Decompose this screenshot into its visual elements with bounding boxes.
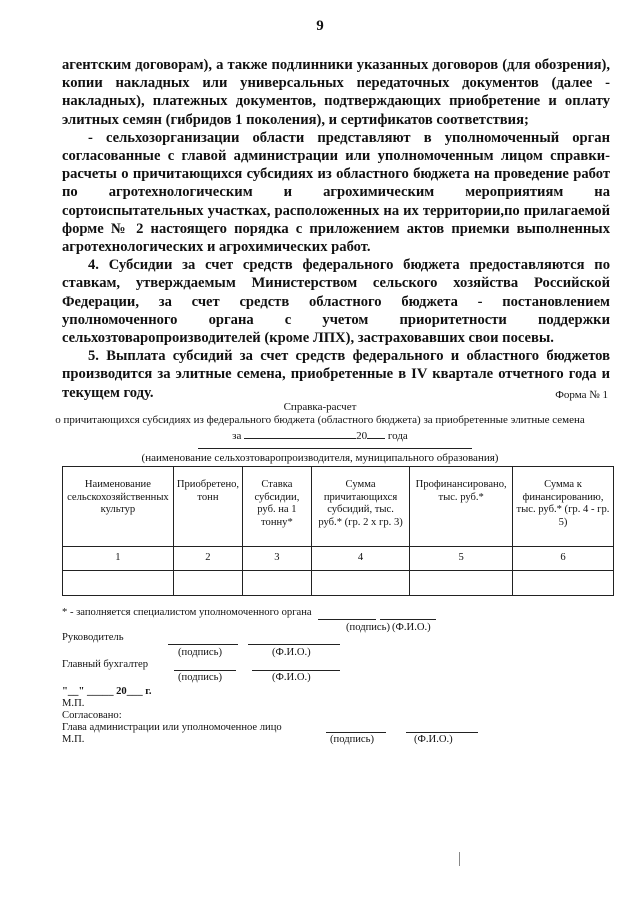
admin-name-caption: (Ф.И.О.) [414,734,453,745]
accountant-name-caption: (Ф.И.О.) [272,672,311,683]
footnote: * - заполняется специалистом уполномоченного органа [62,607,312,618]
column-number: 3 [243,547,312,571]
column-header: Приобретено, тонн [173,467,242,547]
footnote-signature-line [318,619,376,620]
form-period [0,428,640,442]
column-number: 1 [63,547,174,571]
paragraph-contracts: агентским договорам), а также подлинники указанных договоров (для обозрения), копии накладных или универсальных передаточных документов (далее - накладных), платежных документов, подтверждающих приобретение и оплату элитных семян (гибридов 1 поколения), и сертификатов соответствия; [62,57,610,128]
footnote-name-line [380,619,436,620]
footnote-name-caption: (Ф.И.О.) [392,622,431,633]
admin-stamp-label: М.П. [62,734,85,745]
admin-signature-line [326,732,386,733]
year-blank [367,428,385,439]
form-title: Справка-расчет [283,401,357,413]
table-header-row [63,467,614,547]
empty-cell [512,571,613,596]
paragraph-4-subsidies: 4. Субсидии за счет средств федерального бюджета предоставляются по ставкам, утверждаемым Министерством сельского хозяйства Российской Федерации, за счет средств областного бюджета - постановлением уполномоченного органа с учетом приоритетности поддержки сельхозтоваропроизводителей (кроме ЛПХ), застраховавших свои посевы. [62,257,610,347]
empty-cell [311,571,410,596]
empty-cell [410,571,513,596]
organization-line [198,448,472,449]
page-number: 9 [316,18,324,34]
head-signature-line [168,644,238,645]
head-name-caption: (Ф.И.О.) [272,647,311,658]
empty-data-row [63,571,614,596]
column-number: 5 [410,547,513,571]
date-field: "__" _____ 20___ г. [62,686,152,697]
column-number: 6 [512,547,613,571]
head-signature-caption: (подпись) [178,647,222,658]
period-year: 20 [356,430,368,442]
chief-accountant-label: Главный бухгалтер [62,659,149,670]
form-subtitle: о причитающихся субсидиях из федерального бюджета (областного бюджета) за приобретенные элитные семена [55,414,585,426]
period-blank [244,428,356,439]
paragraph-5-payment: 5. Выплата субсидий за счет средств федерального и областного бюджетов производится за элитные семена, приобретенные в IV квартале отчетного года и текущем году. [62,348,610,401]
organization-caption: (наименование сельхозтоваропроизводителя, муниципального образования) [141,452,499,464]
agreed-label: Согласовано: [62,710,122,721]
head-name-line [248,644,340,645]
admin-name-line [406,732,478,733]
column-header: Сумма причитающихся субсидий, тыс. руб.* (гр. 2 х гр. 3) [311,467,410,547]
form-label: Форма № 1 [555,389,608,401]
column-header: Сумма к финансированию, тыс. руб.* (гр. 4 - гр. 5) [512,467,613,547]
period-suffix: года [387,430,408,442]
accountant-signature-caption: (подпись) [178,672,222,683]
subsidy-table [62,466,614,596]
column-header: Ставка субсидии, руб. на 1 тонну* [243,467,312,547]
admin-signature-caption: (подпись) [330,734,374,745]
body-text [62,56,610,402]
column-header: Наименование сельскохозяйственных культур [63,467,174,547]
footnote-signature-caption: (подпись) [346,622,390,633]
period-prefix: за [232,430,242,442]
paragraph-agri-orgs: - сельхозорганизации области представляют в уполномоченный орган согласованные с главой администрации или уполномоченным лицом справки-расчеты о причитающихся субсидиях из областного бюджета на проведение работ по агротехнологическим и агрохимическим мероприятиям на сортоиспытательных участках, расположенных на их территории,по прилагаемой форме № 2 настоящего порядка с приложением актов приемки выполненных агротехнологических и агрохимических работ. [62,129,610,256]
stamp-label: М.П. [62,698,85,709]
accountant-signature-line [174,670,236,671]
empty-cell [173,571,242,596]
empty-cell [63,571,174,596]
column-header: Профинансировано, тыс. руб.* [410,467,513,547]
head-label: Руководитель [62,632,124,643]
empty-cell [243,571,312,596]
scan-artifact-mark [459,852,460,866]
column-number: 4 [311,547,410,571]
accountant-name-line [252,670,340,671]
column-number-row [63,547,614,571]
admin-head-label: Глава администрации или уполномоченное лицо [62,722,282,733]
column-number: 2 [173,547,242,571]
